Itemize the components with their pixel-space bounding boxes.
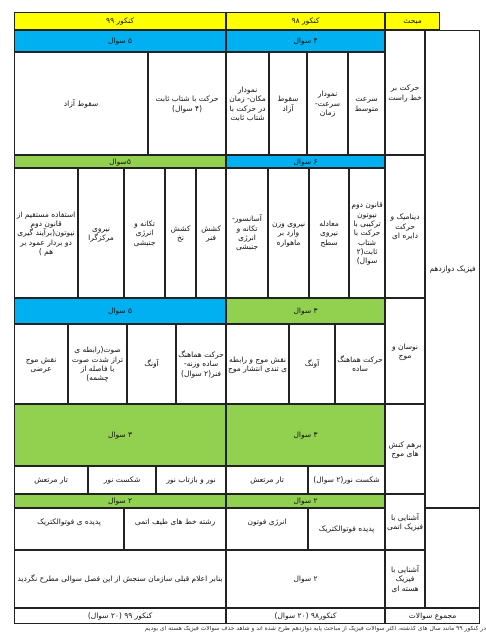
motion-k98-item: سرعت متوسط xyxy=(348,52,385,155)
total-label: مجموع سوالات xyxy=(385,608,480,624)
topic-wave-interaction: برهم کنش های موج xyxy=(385,404,425,494)
dynamics-k98-item: معادله نیروی سطح xyxy=(309,168,349,298)
dynamics-k98-item: آسانسور- تکانه و انرژی جنبشی xyxy=(226,168,268,298)
motion-k99-count: ۵ سوال xyxy=(14,30,226,52)
total-k99: کنکور ۹۹ (۲۰ سوال) xyxy=(14,608,226,624)
dynamics-k99-count: ۵سوال xyxy=(14,155,226,168)
dynamics-k98-item: قانون دوم نیوتون ترکیبی با حرکت با شتاب ثابت(۲ سوال) xyxy=(349,168,385,298)
nuclear-k98-count: ۲ سوال xyxy=(226,550,385,608)
topic-atomic: آشنایی با فیزیک اتمی xyxy=(385,494,425,550)
atomic-k99-item: پدیده ی فوتوالکتریک xyxy=(14,508,124,550)
interaction-k98-item: تار مرتعش xyxy=(226,466,308,494)
interaction-k98-item: شکست نور(۲ سوال) xyxy=(308,466,385,494)
subject-spacer xyxy=(425,508,480,608)
interaction-k99-item: شکست نور xyxy=(88,466,156,494)
dynamics-k98-count: ۶ سوال xyxy=(226,155,385,168)
atomic-k99-count: ۲ سوال xyxy=(14,494,226,508)
motion-k99-item: حرکت با شتاب ثابت (۴ سوال) xyxy=(148,52,226,155)
dynamics-k99-item: کشش فنر xyxy=(196,168,226,298)
waves-k99-item: صوت(رابطه ی تراز شدت صوت با فاصله از چشمه) xyxy=(68,324,127,404)
topic-nuclear: آشنایی با فیزیک هسته ای xyxy=(385,550,425,608)
nuclear-k99-note: بنابر اعلام قبلی سازمان سنجش از این فصل سوالی مطرح نگردید xyxy=(14,550,226,608)
waves-k98-count: ۳ سوال xyxy=(226,298,385,324)
motion-k98-item: نمودار سرعت- زمان xyxy=(307,52,348,155)
header-konkur-98: کنکور ۹۸ xyxy=(226,12,385,30)
motion-k98-item: نمودار مکان- زمان در حرکت با شتاب ثابت xyxy=(226,52,269,155)
dynamics-k99-item: نیروی مرکزگرا xyxy=(78,168,124,298)
footer-note: در کنکور ۹۹ مانند سال های گذشته، اکثر سوالات فیزیک از مباحث پایه دوازدهم طرح شده اند و شاهد حذف سوالات فیزیک هسته ای بودیم xyxy=(144,626,486,632)
topic-dynamics: دینامیک و حرکت دایره ای xyxy=(385,155,425,298)
waves-k99-count: ۵ سوال xyxy=(14,298,226,324)
dynamics-k99-item: تکانه و انرژی جنبشی xyxy=(124,168,165,298)
waves-k99-item: آونگ xyxy=(127,324,176,404)
interaction-k98-count: ۳ سوال xyxy=(226,404,385,466)
motion-k99-item: سقوط آزاد xyxy=(14,52,148,155)
motion-k98-item: سقوط آزاد xyxy=(269,52,307,155)
atomic-k98-count: ۲ سوال xyxy=(226,494,385,508)
motion-k98-count: ۴ سوال xyxy=(226,30,385,52)
waves-k99-item: حرکت هماهنگ ساده وزنه- فنر(۲ سوال) xyxy=(176,324,226,404)
interaction-k99-count: ۳ سوال xyxy=(14,404,226,466)
interaction-k99-item: نور و بازتاب نور xyxy=(156,466,226,494)
topic-waves: نوسان و موج xyxy=(385,298,425,404)
waves-k98-item: حرکت هماهنگ ساده xyxy=(335,324,385,404)
waves-k98-item: نقش موج و رابطه ی تندی انتشار موج xyxy=(226,324,289,404)
total-k98: کنکور۹۸ (۲۰ سوال) xyxy=(226,608,385,624)
waves-k98-item: آونگ xyxy=(289,324,335,404)
dynamics-k99-item: استفاده مستقیم از قانون دوم نیوتون(برآیند گیری دو بردار عمود بر هم ) xyxy=(14,168,78,298)
waves-k99-item: نقش موج عرضی xyxy=(14,324,68,404)
dynamics-k98-item: نیروی وزن وارد بر ماهواره xyxy=(268,168,309,298)
atomic-k98-item: پدیده فوتوالکتریک xyxy=(308,508,385,550)
header-konkur-99: کنکور ۹۹ xyxy=(14,12,226,30)
interaction-k99-item: تار مرتعش xyxy=(14,466,88,494)
topic-motion: حرکت بر خط راست xyxy=(385,30,425,155)
header-topic: مبحث xyxy=(385,12,440,30)
dynamics-k99-item: کشش نخ xyxy=(165,168,196,298)
subject-label: فیزیک دوازدهم xyxy=(425,30,480,508)
atomic-k98-item: انرژی فوتون xyxy=(226,508,308,550)
atomic-k99-item: رشته خط های طیف اتمی xyxy=(124,508,226,550)
